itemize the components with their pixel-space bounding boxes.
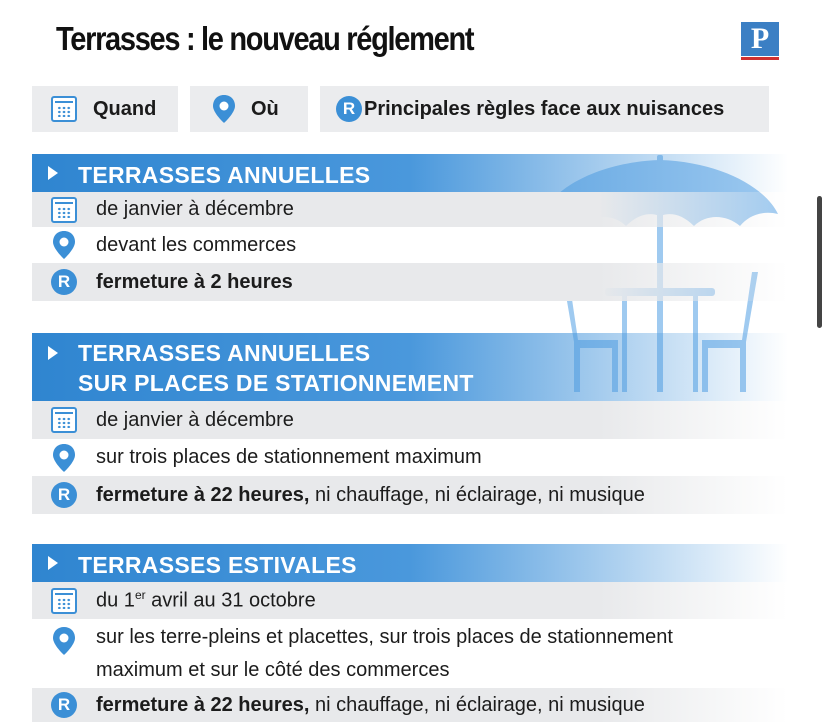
section3-rule-rest: ni chauffage, ni éclairage, ni musique xyxy=(309,693,645,716)
rules-icon: R xyxy=(51,269,77,295)
section2-where: sur trois places de stationnement maximum xyxy=(96,446,482,468)
section-header-estivales xyxy=(32,544,788,582)
section3-when-prefix: du 1 xyxy=(96,589,135,612)
section3-rule xyxy=(96,694,645,717)
logo-underline xyxy=(741,57,779,60)
section1-rule-row xyxy=(32,263,788,301)
section3-rule-row xyxy=(32,688,788,722)
section3-rule-bold: fermeture à 22 heures, xyxy=(96,693,310,716)
calendar-icon xyxy=(51,407,77,433)
location-pin-icon xyxy=(51,443,77,473)
section2-rule-rest: ni chauffage, ni éclairage, ni musique xyxy=(309,483,645,506)
section2-where-row xyxy=(32,439,788,476)
section1-where: devant les commerces xyxy=(96,233,297,256)
section2-rule xyxy=(96,484,645,507)
section3-when xyxy=(96,588,316,613)
section2-rule-row xyxy=(32,476,788,514)
section-title: TERRASSES ANNUELLES xyxy=(78,340,371,366)
play-arrow-icon xyxy=(48,346,58,360)
legend-rules-label: Principales règles face aux nuisances xyxy=(364,97,725,120)
section3-when-suffix: avril au 31 octobre xyxy=(145,589,316,612)
section3-when-row xyxy=(32,582,788,619)
section2-rule-bold: fermeture à 22 heures, xyxy=(96,483,310,506)
section1-rule-bold: fermeture à 2 heures xyxy=(96,270,293,293)
section-header-annuelles xyxy=(32,154,788,192)
play-arrow-icon xyxy=(48,166,58,180)
section1-where-row xyxy=(32,227,788,263)
location-pin-icon xyxy=(211,94,237,124)
legend-where-label: Où xyxy=(251,97,279,120)
play-arrow-icon xyxy=(48,556,58,570)
section3-where-line2: maximum et sur le côté des commerces xyxy=(96,659,450,681)
publisher-logo: P xyxy=(741,22,779,56)
legend-where xyxy=(190,86,308,132)
section1-rule xyxy=(96,271,293,294)
section2-when-row xyxy=(32,401,788,439)
calendar-icon xyxy=(51,96,77,122)
section3-when-sup: er xyxy=(134,588,146,603)
legend-rules xyxy=(320,86,769,132)
section3-where: sur les terre-pleins et placettes, sur trois places de stationnement xyxy=(96,626,673,648)
calendar-icon xyxy=(51,588,77,614)
calendar-icon xyxy=(51,197,77,223)
rules-icon: R xyxy=(336,96,362,122)
section-title-line2: SUR PLACES DE STATIONNEMENT xyxy=(78,370,474,396)
section-header-stationnement xyxy=(32,333,788,401)
section-title: TERRASSES ESTIVALES xyxy=(78,552,357,578)
section-title: TERRASSES ANNUELLES xyxy=(78,162,371,188)
section3-where-row xyxy=(32,620,788,688)
section1-when-row xyxy=(32,192,788,227)
scrollbar-thumb[interactable] xyxy=(817,196,822,328)
legend-when xyxy=(32,86,178,132)
section1-when: de janvier à décembre xyxy=(96,198,294,220)
section2-when: de janvier à décembre xyxy=(96,408,294,431)
page-title: Terrasses : le nouveau réglement xyxy=(56,20,474,57)
legend-when-label: Quand xyxy=(93,97,157,120)
location-pin-icon xyxy=(51,230,77,260)
rules-icon: R xyxy=(51,482,77,508)
location-pin-icon xyxy=(51,624,77,658)
rules-icon: R xyxy=(51,692,77,718)
